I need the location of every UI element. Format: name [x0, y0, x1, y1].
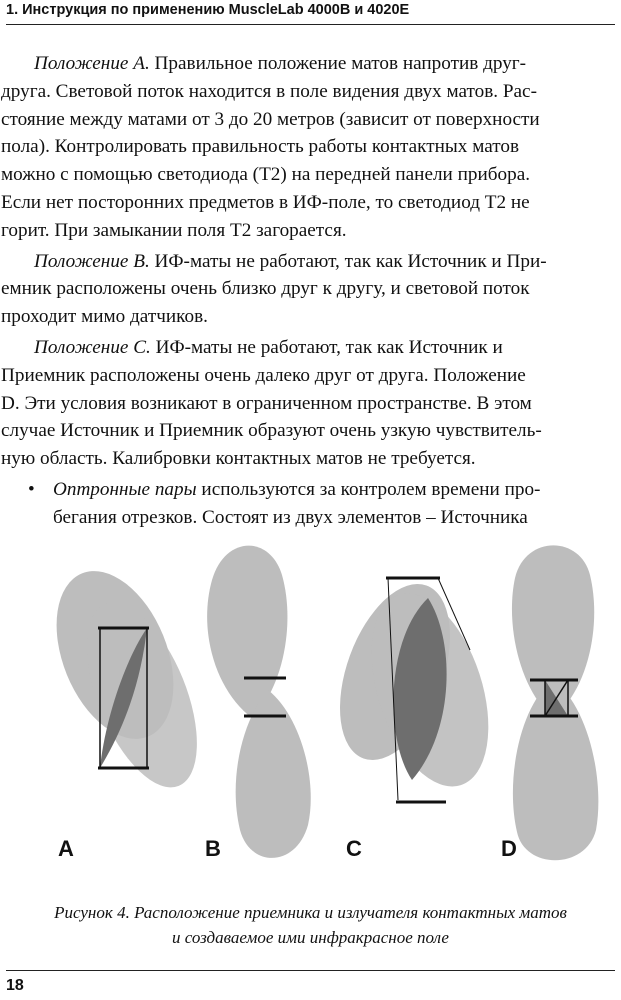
paragraph-a-line: можно с помощью светодиода (Т2) на передней панели прибора. [1, 164, 531, 186]
paragraph-a-line: стояние между матами от 3 до 20 метров (зависит от поверхности [1, 108, 540, 130]
bullet-line: бегания отрезков. Состоят из двух элементов – Источника [53, 506, 528, 528]
paragraph-c-line: ИФ-маты не работают, так как Источник и [155, 336, 503, 358]
paragraph-position-b [1, 248, 615, 331]
paragraph-c-line: D. Эти условия возникают в ограниченном пространстве. В этом [1, 392, 532, 414]
paragraph-position-a [1, 50, 615, 245]
diagram-b [207, 546, 311, 858]
figure-infrared-fields [0, 520, 621, 880]
paragraph-a-line: Правильное положение матов напротив друг- [154, 53, 527, 74]
paragraph-a-line: Если нет посторонних предметов в ИФ-поле, то светодиод Т2 не [1, 191, 530, 213]
page-number: 18 [6, 977, 24, 994]
paragraph-a-line: пола). Контролировать правильность работы контактных матов [1, 136, 520, 158]
paragraph-c-label: Положение С. [34, 336, 151, 358]
paragraph-b-label: Положение В. [34, 250, 150, 272]
paragraph-position-c [1, 334, 615, 473]
bullet-label: Оптронные пары [53, 478, 197, 500]
body-text [1, 50, 615, 532]
paragraph-c-line: случае Источник и Приемник образуют очень узкую чувствитель- [1, 420, 542, 442]
caption-line: и создаваемое ими инфракрасное поле [172, 928, 449, 947]
figure-letter-c: C [346, 836, 362, 861]
paragraph-a-line: друга. Световой поток находится в поле видения двух матов. Рас- [1, 80, 537, 102]
field-lobe [207, 546, 287, 718]
paragraph-b-line: проходит мимо датчиков. [1, 306, 208, 328]
caption-line: Рисунок 4. Расположение приемника и излучателя контактных матов [54, 903, 567, 922]
paragraph-a-label: Положение А. [34, 53, 150, 74]
diagram-c [318, 569, 510, 802]
figure-caption [0, 900, 621, 950]
bullet-marker: • [28, 478, 35, 500]
figure-letter-a: A [58, 836, 74, 861]
paragraph-c-line: ную область. Калибровки контактных матов не требуется. [1, 448, 476, 470]
figure-letter-b: B [205, 836, 221, 861]
diagram-d [512, 545, 598, 860]
bullet-line: используются за контролем времени про- [201, 478, 541, 500]
header-title: 1. Инструкция по применению MuscleLab 4000B и 4020E [6, 2, 410, 18]
running-header [6, 0, 615, 25]
paragraph-b-line: ИФ-маты не работают, так как Источник и При- [154, 250, 547, 272]
diagram-a [34, 554, 220, 802]
paragraph-c-line: Приемник расположены очень далеко друг от друга. Положение [1, 364, 526, 386]
footer-rule [6, 970, 615, 971]
paragraph-a-line: горит. При замыкании поля Т2 загорается. [1, 219, 347, 241]
figure-letter-d: D [501, 836, 517, 861]
paragraph-b-line: емник расположены очень близко друг к другу, и световой поток [1, 278, 530, 300]
